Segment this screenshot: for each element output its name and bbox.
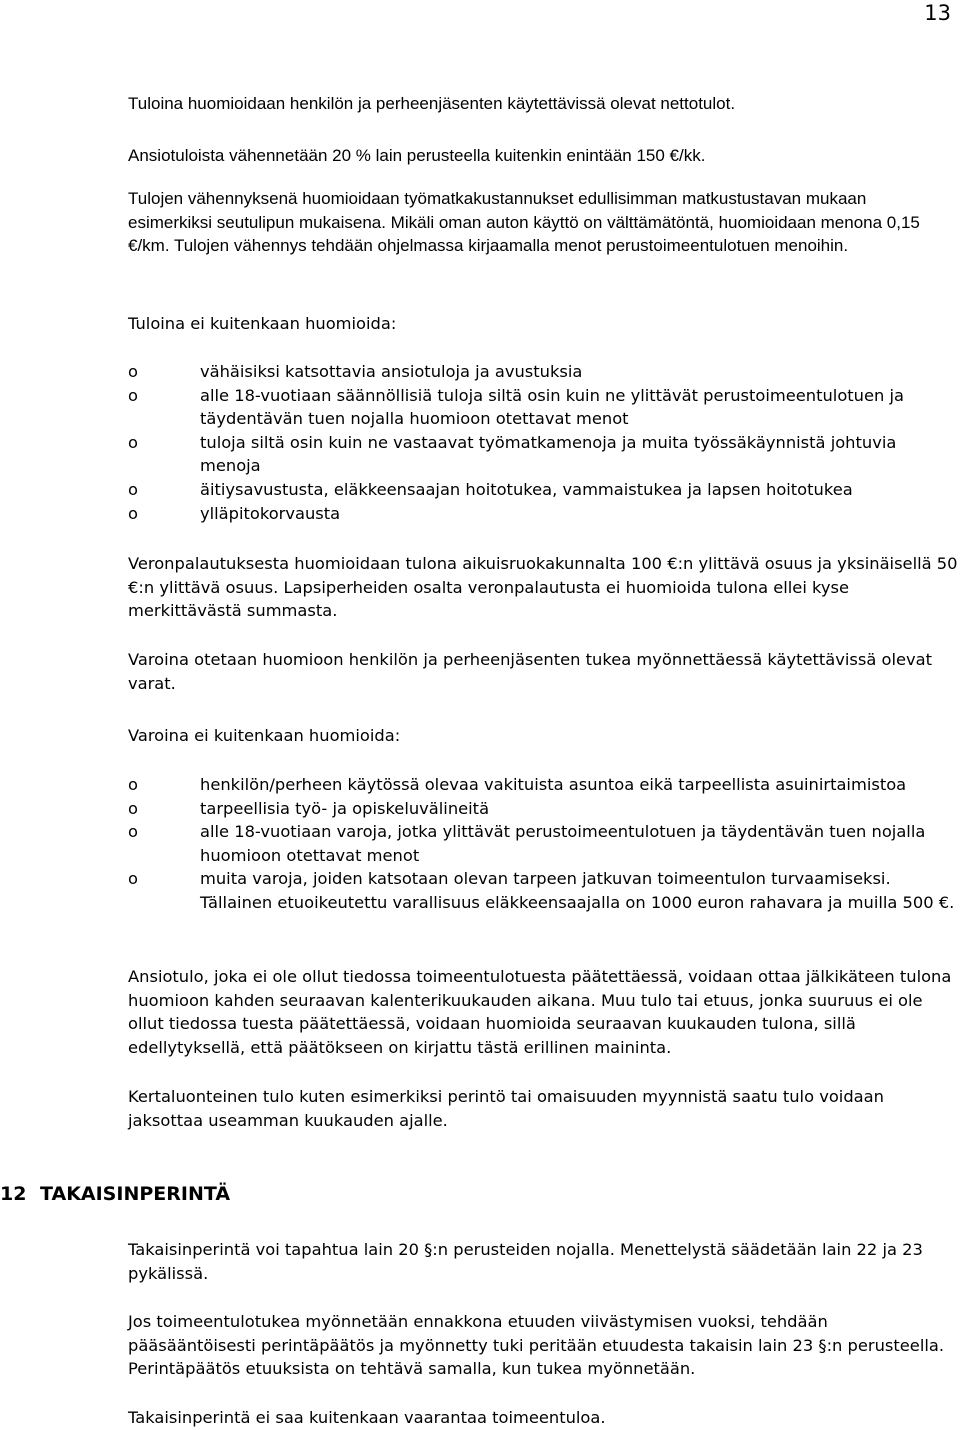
list-item: o tarpeellisia työ- ja opiskeluvälineitä (128, 797, 958, 821)
paragraph-income-not-counted-intro: Tuloina ei kuitenkaan huomioida: (128, 314, 397, 333)
list-item: o vähäisiksi katsottavia ansiotuloja ja avustuksia (128, 360, 958, 384)
paragraph-assets-not-counted-intro: Varoina ei kuitenkaan huomioida: (128, 726, 401, 745)
paragraph-assets-counted: Varoina otetaan huomioon henkilön ja perheenjäsenten tukea myönnettäessä käytettävissä olevat varat. (128, 650, 933, 693)
bullet-marker: o (128, 362, 138, 381)
bullet-marker: o (128, 503, 138, 523)
section-heading (0, 1181, 230, 1207)
paragraph-commute-costs: Tulojen vähennyksenä huomioidaan työmatkakustannukset edullisimman matkustustavan mukaan esimerkiksi seutulipun mukaisena. Mikäli oman auton käyttö on välttämätöntä, huomioidaan menona 0,15 €/km. Tulojen vähennys tehdään ohjelmassa kirjaamalla menot perustoimeentulotuen menoihin. (128, 189, 920, 256)
list-assets-excluded (128, 773, 958, 915)
paragraph-income-deduction: Ansiotuloista vähennetään 20 % lain perusteella kuitenkin enintään 150 €/kk. (128, 146, 706, 165)
bullet-marker: o (128, 775, 138, 794)
list-item: o ylläpitokorvausta (128, 502, 958, 526)
paragraph-advance-recovery: Jos toimeentulotukea myönnetään ennakkona etuuden viivästymisen vuoksi, tehdään pääsääntöisesti perintäpäätös ja myönnetty tuki peritään etuudesta takaisin lain 23 §:n perusteella. Perintäpäätös etuuksista on tehtävä samalla, kun tukea myönnetään. (128, 1312, 945, 1379)
paragraph-tax-refund: Veronpalautuksesta huomioidaan tulona aikuisruokakunnalta 100 €:n ylittävä osuus ja yksinäisellä 50 €:n ylittävä osuus. Lapsiperheiden osalta veronpalautusta ei huomioida tulona ellei kyse merkittävästä summasta. (128, 554, 958, 621)
page-number: 13 (924, 1, 951, 25)
list-item: o alle 18-vuotiaan säännöllisiä tuloja siltä osin kuin ne ylittävät perustoimeentulotuen ja täydentävän tuen nojalla huomioon otettavat menot (128, 385, 904, 429)
list-item: o muita varoja, joiden katsotaan olevan tarpeen jatkuvan toimeentulon turvaamiseksi. Tällainen etuoikeutettu varallisuus eläkkeensaajalla on 1000 euron rahavara ja muilla 500 €. (128, 869, 955, 912)
bullet-marker: o (128, 385, 138, 405)
bullet-marker: o (128, 869, 138, 889)
section-title: TAKAISINPERINTÄ (40, 1183, 231, 1205)
paragraph-one-time-income: Kertaluonteinen tulo kuten esimerkiksi perintö tai omaisuuden myynnistä saatu tulo voidaan jaksottaa useamman kuukauden ajalle. (128, 1087, 884, 1130)
bullet-marker: o (128, 798, 138, 818)
paragraph-income-retroactive: Ansiotulo, joka ei ole ollut tiedossa toimeentulotuesta päätettäessä, voidaan ottaa jälkikäteen tulona huomioon kahden seuraavan kalenterikuukauden aikana. Muu tulo tai etuus, jonka suuruus ei ole ollut tiedossa tuesta päätettäessä, voidaan huomioida seuraavan kuukauden tulona, sillä edellytyksellä, että päätökseen on kirjattu tästä erillinen maininta. (128, 967, 952, 1057)
paragraph-recovery-basis: Takaisinperintä voi tapahtua lain 20 §:n perusteiden nojalla. Menettelystä säädetään lain 22 ja 23 pykälissä. (128, 1240, 923, 1283)
paragraph-net-income: Tuloina huomioidaan henkilön ja perheenjäsenten käytettävissä olevat nettotulot. (128, 94, 736, 113)
section-number: 12 (0, 1183, 27, 1205)
list-income-excluded (128, 360, 958, 525)
list-item: o äitiysavustusta, eläkkeensaajan hoitotukea, vammaistukea ja lapsen hoitotukea (128, 478, 958, 502)
list-item: o alle 18-vuotiaan varoja, jotka ylittävät perustoimeentulotuen ja täydentävän tuen nojalla huomioon otettavat menot (128, 822, 926, 865)
bullet-marker: o (128, 432, 138, 452)
list-item: o henkilön/perheen käytössä olevaa vakituista asuntoa eikä tarpeellista asuinirtaimistoa (128, 773, 958, 797)
bullet-marker: o (128, 479, 138, 499)
bullet-marker: o (128, 822, 138, 842)
paragraph-recovery-limit: Takaisinperintä ei saa kuitenkaan vaarantaa toimeentuloa. (128, 1408, 606, 1427)
list-item: o tuloja siltä osin kuin ne vastaavat työmatkamenoja ja muita työssäkäynnistä johtuvia menoja (128, 432, 897, 476)
